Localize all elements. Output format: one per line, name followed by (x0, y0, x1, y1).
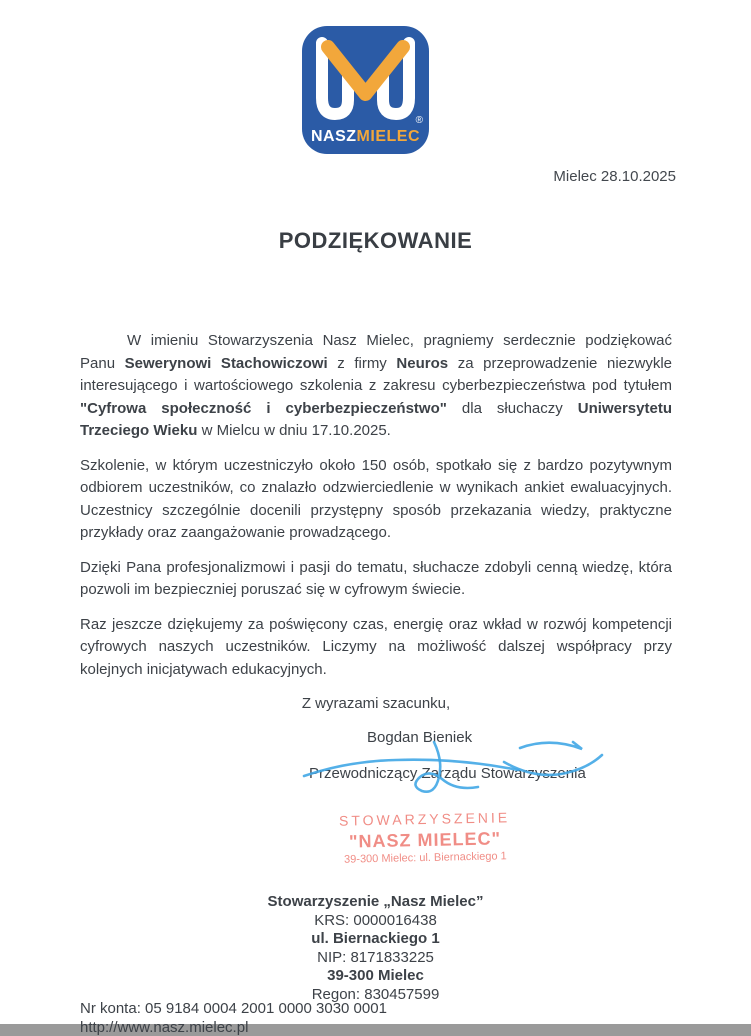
footer-line: KRS: 0000016438 (314, 911, 437, 929)
footer-line: ul. Biernackiego 1 (311, 930, 440, 947)
signature-stroke (520, 742, 582, 749)
paragraph-bold-text: Neuros (396, 354, 449, 372)
paragraph-text: w Mielcu w dniu 17.10.2025. (197, 422, 391, 439)
paragraph (80, 614, 672, 682)
document-title: PODZIĘKOWANIE (278, 228, 473, 253)
logo-wordmark (302, 129, 429, 145)
stamp-line: STOWARZYSZENIE (338, 809, 511, 829)
paragraph-bold-text: "Cyfrowa społeczność i cyberbezpieczeństwo" (80, 399, 447, 417)
footer-line: 39-300 Mielec (327, 967, 424, 984)
paragraph-text: Szkolenie, w którym uczestniczyło około 150 osób, spotkało się z bardzo pozytywnym odbiorem uczestników, co znalazło odzwierciedlenie w wynikach ankiet ewaluacyjnych. Uczestnicy szczególnie docenili przystępny sposób przekazania wiedzy, praktyczne przykłady oraz zaangażowanie prowadzącego. (80, 456, 672, 541)
footer-line: Stowarzyszenie „Nasz Mielec” (267, 893, 484, 910)
logo-wordmark-nasz: NASZ (310, 128, 357, 145)
registered-trademark-icon: ® (415, 115, 423, 126)
paragraph-text: Dzięki Pana profesjonalizmowi i pasji do tematu, słuchacze zdobyli cenną wiedzę, która pozwoli im bezpieczniej poruszać się w cyfrowym świecie. (80, 558, 672, 598)
footer-line: NIP: 8171833225 (317, 948, 434, 966)
paragraph (80, 557, 672, 602)
paragraph-bold-text: Sewerynowi Stachowiczowi (124, 354, 328, 372)
stamp-line: 39-300 Mielec: ul. Biernackiego 1 (343, 850, 507, 866)
closing-salutation: Z wyrazami szacunku, (301, 695, 451, 712)
paragraph-text: za przeprowadzenie niezwykle interesującego i wartościowego szkolenia z zakresu cyberbezpieczeństwa pod tytułem (80, 354, 673, 394)
paragraph-bold-text: Uniwersytetu Trzeciego Wieku (80, 399, 672, 439)
nasz-mielec-logo (302, 26, 429, 154)
bank-account-line: Nr konta: 05 9184 0004 2001 0000 3030 0001 (80, 1000, 387, 1017)
paragraph (80, 455, 672, 545)
paragraph-text: Raz jeszcze dziękujemy za poświęcony czas, energię oraz wkład w rozwój kompetencji cyfrowych naszych uczestników. Liczymy na możliwość dalszej współpracy przy kolejnych inicjatywach edukacyjnych. (80, 615, 672, 678)
date-line: Mielec 28.10.2025 (553, 168, 676, 185)
paragraph-text: z firmy (327, 354, 397, 372)
paragraph-text: W imieniu Stowarzyszenia Nasz Mielec, pragniemy serdecznie podziękować Panu (80, 332, 672, 372)
signatory-title: Przewodniczący Zarządu Stowarzyszenia (309, 765, 586, 782)
association-stamp (319, 810, 530, 866)
signatory-name: Bogdan Bieniek (367, 729, 473, 746)
footer-line: Regon: 830457599 (311, 985, 440, 1003)
paragraph (80, 330, 672, 443)
footer-lines (0, 893, 751, 1004)
body-paragraphs (80, 330, 672, 728)
website-url-line: http://www.nasz.mielec.pl (80, 1019, 249, 1036)
logo-wordmark-mielec: MIELEC (356, 128, 420, 145)
paragraph-text: dla słuchaczy (446, 399, 578, 417)
stamp-line: "NASZ MIELEC" (348, 828, 502, 852)
